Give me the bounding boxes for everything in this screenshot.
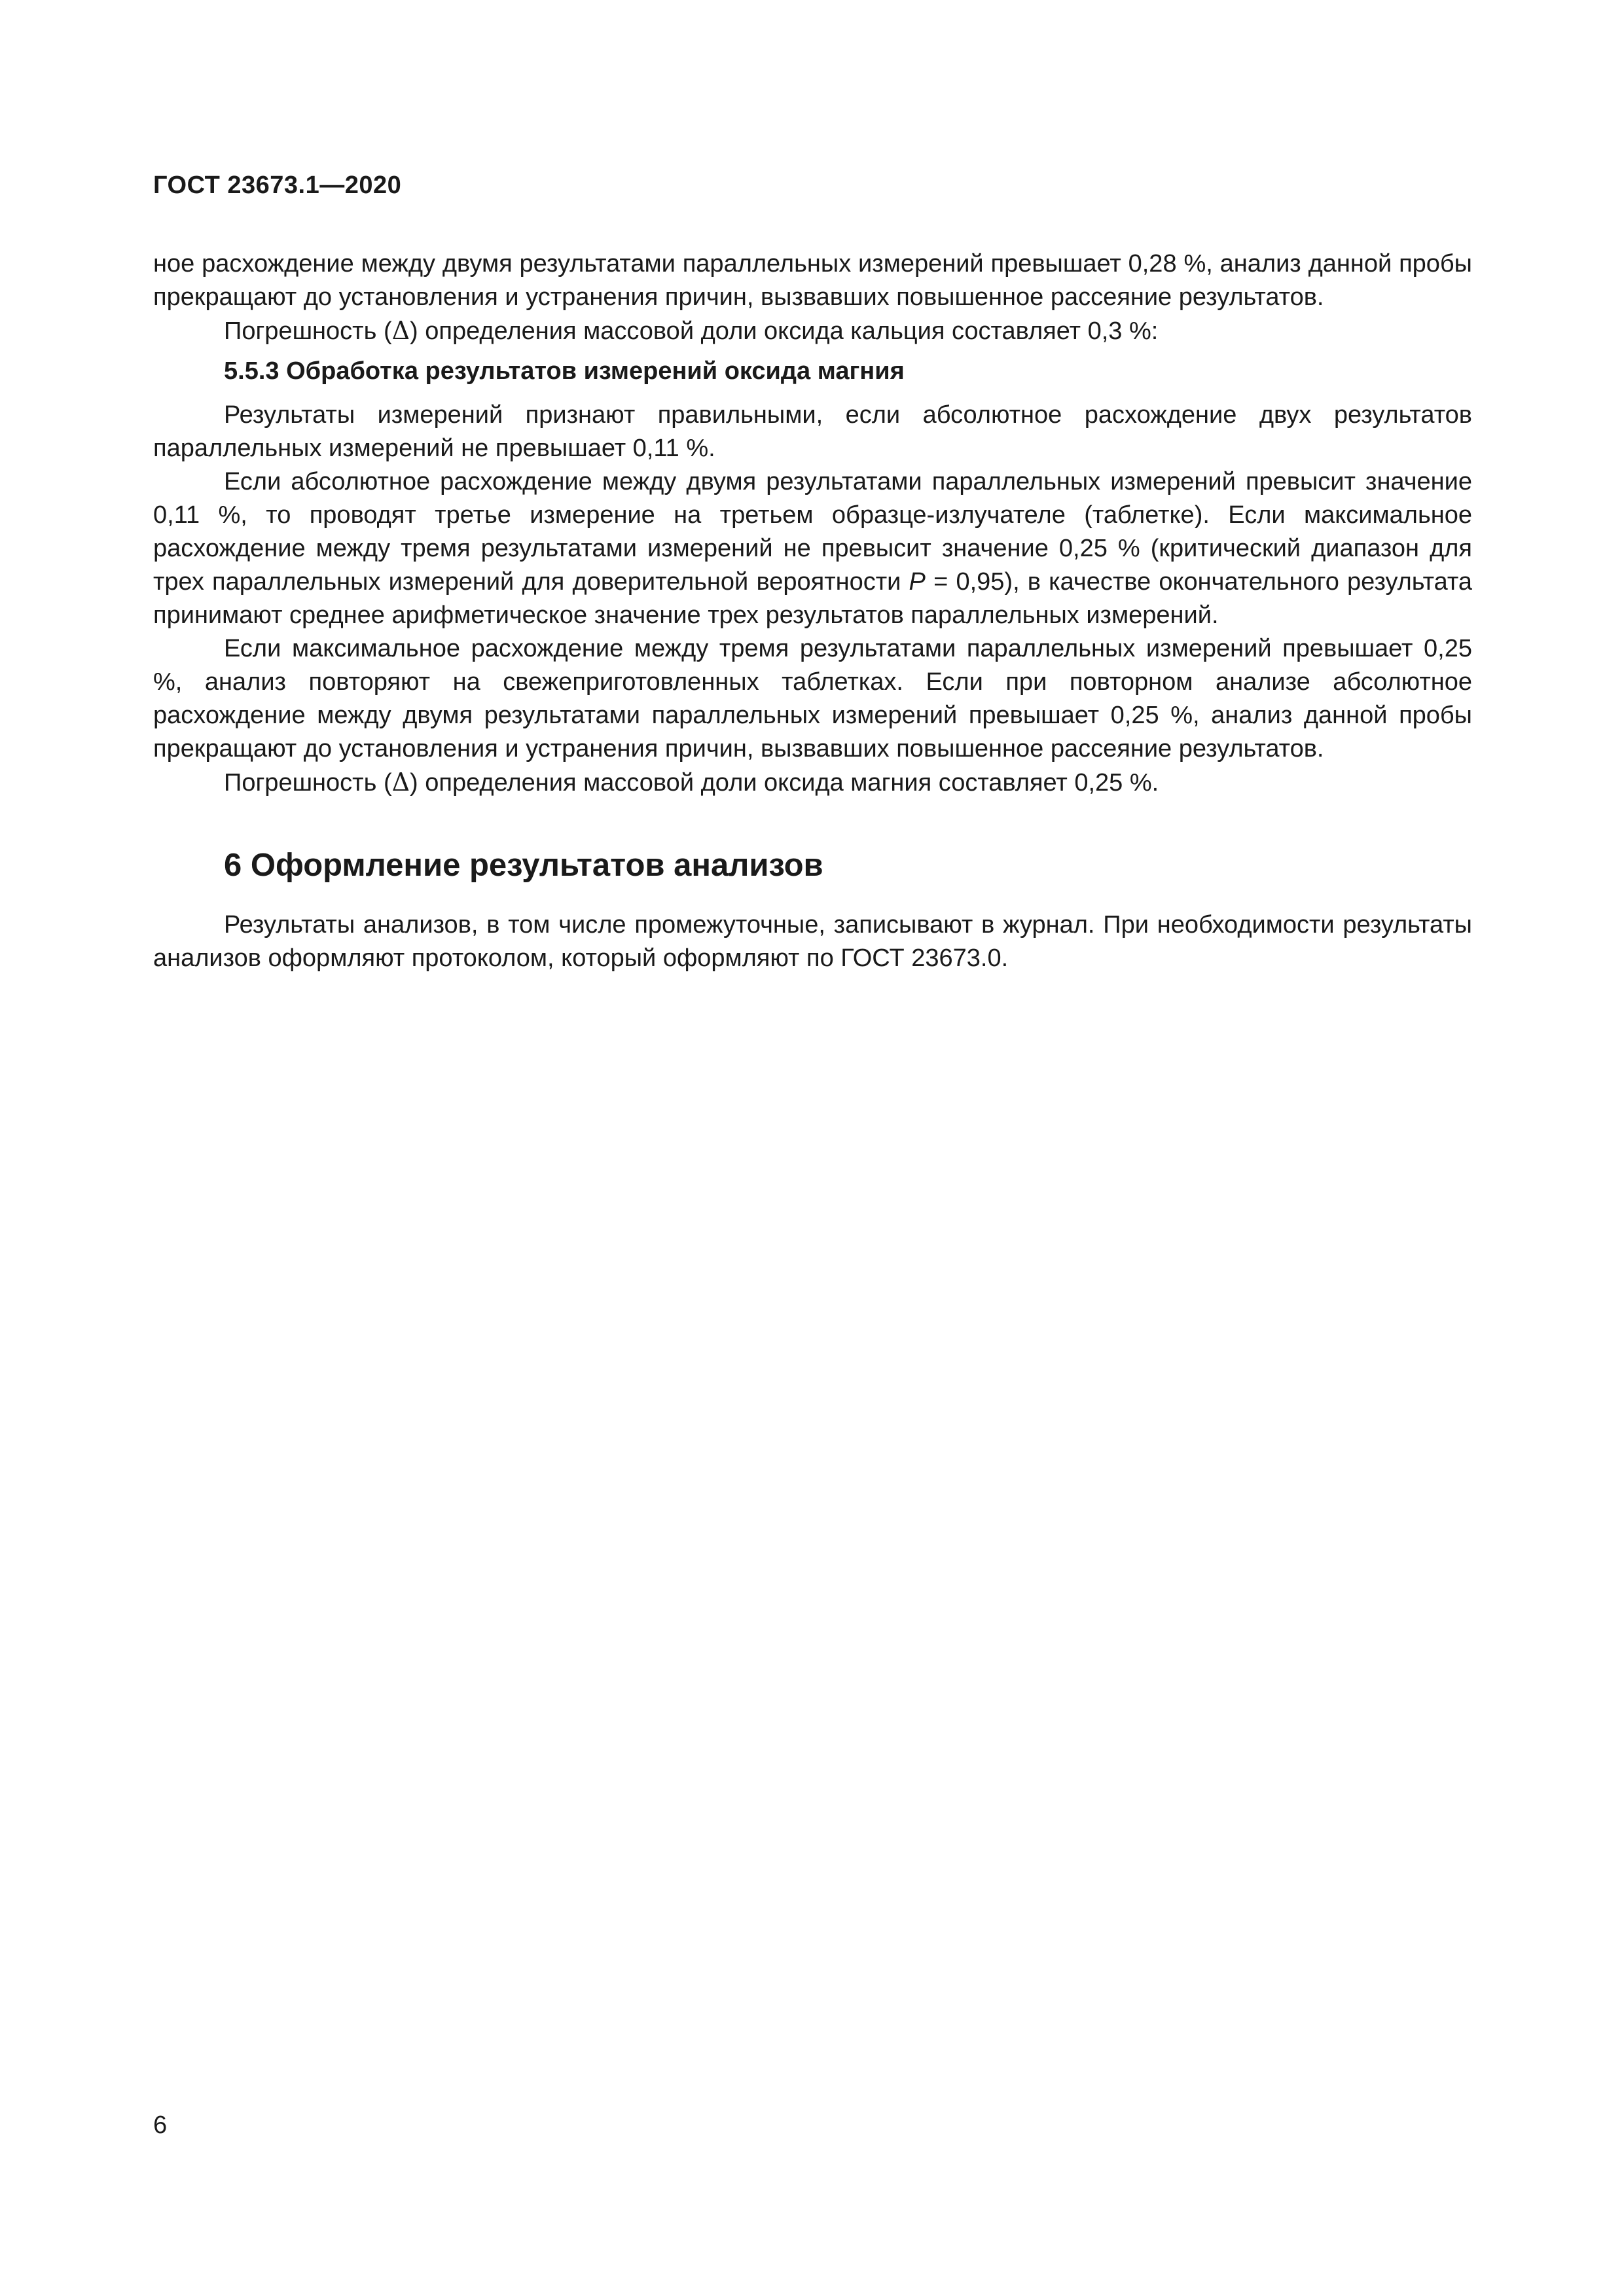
standard-code-header: ГОСТ 23673.1—2020 xyxy=(153,171,402,199)
text-segment: = 0,95), в качестве окончательного результата принимают среднее арифметическое значение трех результатов параллельных измерений. xyxy=(153,568,1473,629)
paragraph-magnesium-error xyxy=(153,766,1472,800)
text-segment: Погрешность ( xyxy=(224,317,392,345)
delta-symbol: Δ xyxy=(391,316,410,345)
section-title: 6 Оформление результатов анализов xyxy=(224,848,823,883)
text-segment: Если абсолютное расхождение между двумя результатами параллельных измерений превысит значение 0,11 %, то проводят третье измерение на третьем образце-излучателе (таблетке). Если максимальное расхождение между тремя результатами измерений не превысит значение 0,25 % (критический диапазон для трех параллельных измерений для доверительной вероятности xyxy=(153,468,1472,596)
text-segment: ) определения массовой доли оксида кальция составляет 0,3 %: xyxy=(410,317,1159,345)
page-content xyxy=(153,247,1472,975)
subsection-title: 5.5.3 Обработка результатов измерений оксида магния xyxy=(224,357,905,385)
variable-p: P xyxy=(909,568,926,596)
delta-symbol: Δ xyxy=(391,768,410,797)
paragraph-magnesium-3: Если максимальное расхождение между тремя результатами параллельных измерений превышает 0,25 %, анализ повторяют на свежеприготовленных таблетках. Если при повторном анализе абсолютное расхождение между двумя результатами параллельных измерений превышает 0,25 %, анализ данной пробы прекращают до установления и устранения причин, вызвавших повышенное рассеяние результатов. xyxy=(153,635,1472,762)
paragraph-magnesium-2 xyxy=(153,465,1472,632)
text-segment: ) определения массовой доли оксида магния составляет 0,25 %. xyxy=(410,769,1159,797)
paragraph-magnesium-1: Результаты измерений признают правильными, если абсолютное расхождение двух результатов параллельных измерений не превышает 0,11 %. xyxy=(153,401,1472,462)
paragraph-section-6: Результаты анализов, в том числе промежуточные, записывают в журнал. При необходимости результаты анализов оформляют протоколом, который оформляют по ГОСТ 23673.0. xyxy=(153,911,1472,972)
page-number: 6 xyxy=(153,2111,168,2139)
paragraph-calcium-error xyxy=(153,314,1472,348)
text-segment: Погрешность ( xyxy=(224,769,392,797)
paragraph-continuation: ное расхождение между двумя результатами параллельных измерений превышает 0,28 %, анализ данной пробы прекращают до установления и устранения причин, вызвавших повышенное рассеяние результатов. xyxy=(153,250,1472,311)
